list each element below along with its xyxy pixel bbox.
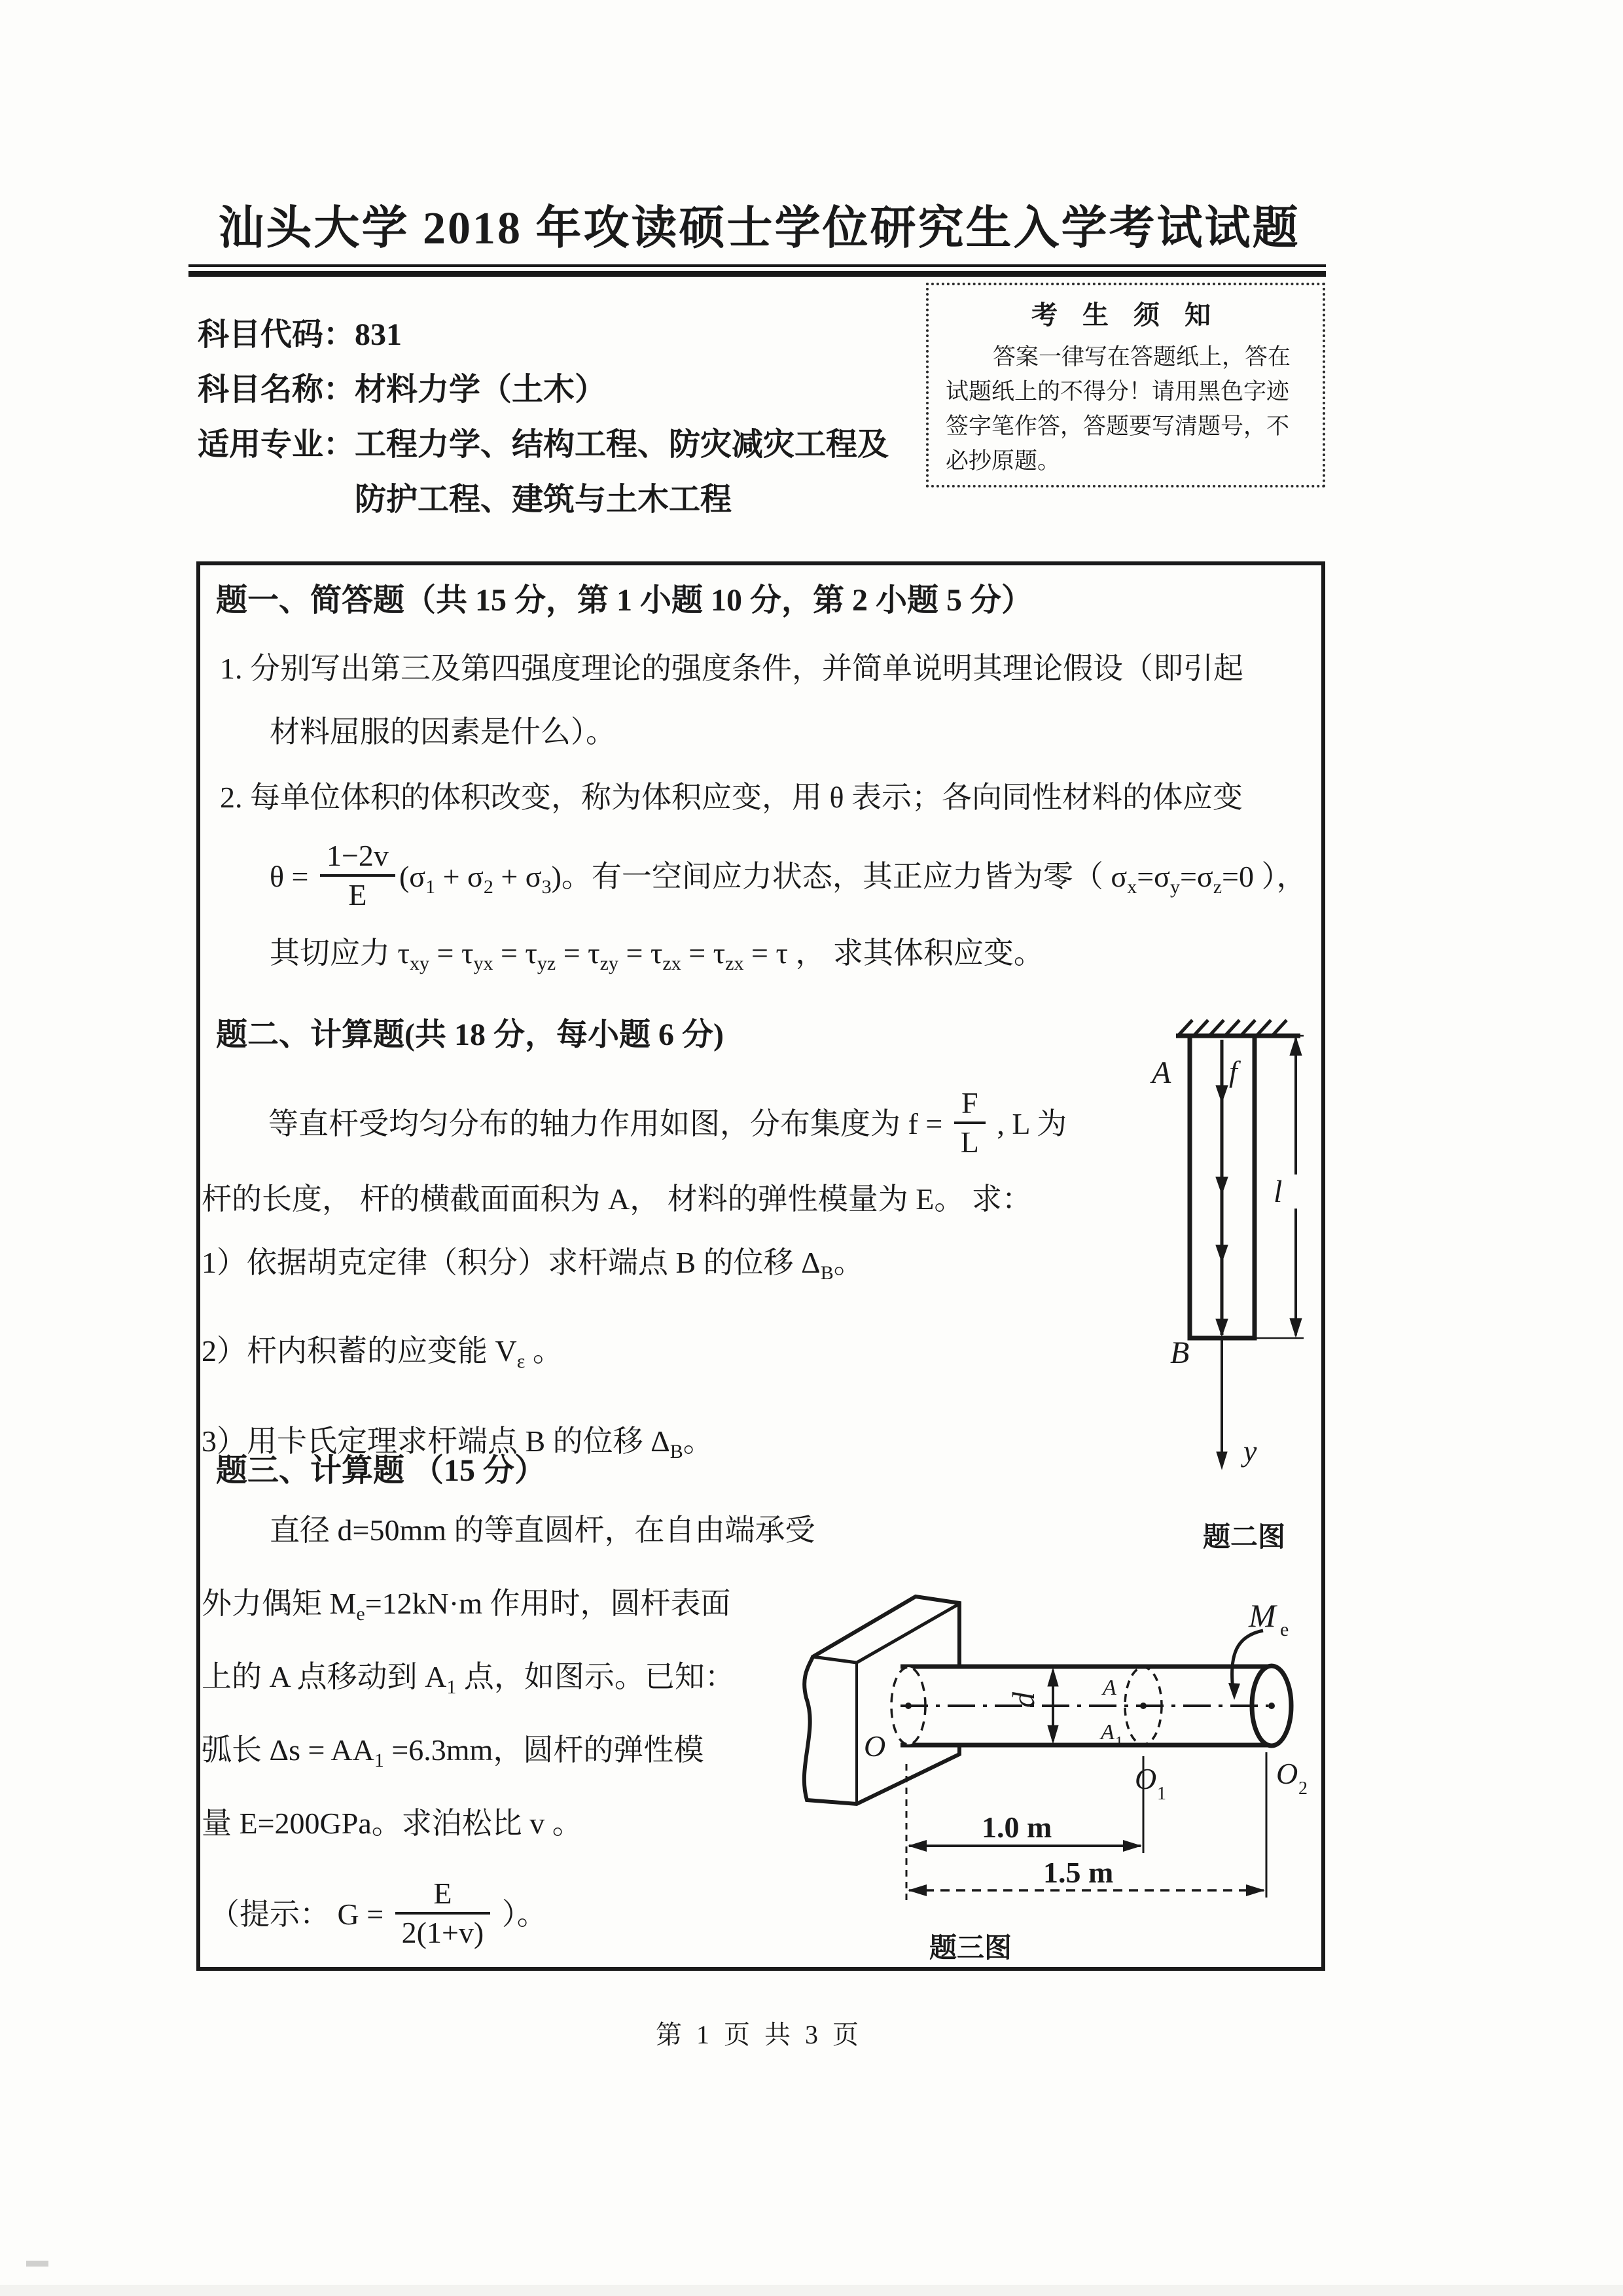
q2-fig-y-axis (1217, 1338, 1227, 1469)
notice-line-1: 答案一律写在答题纸上，答在 (993, 344, 1291, 370)
q3-line2: 外力偶矩 $M_e=12kN\cdot m$ 作用时，圆杆表面 (202, 1587, 731, 1625)
subject-name-line (198, 364, 606, 409)
q3-fig-label-O2-sub: 2 (1298, 1778, 1308, 1799)
major-value-1: 工程力学、结构工程、防灾减灾工程及 (355, 427, 889, 462)
page-title: 汕头大学 2018 年攻读硕士学位研究生入学考试试题 (218, 203, 1300, 254)
q3-fig-label-O1: O (1135, 1762, 1157, 1795)
q2-fig-load-arrows (1216, 1040, 1228, 1336)
q2-item2: 2）杆内积蓄的应变能 $V_\varepsilon$ 。 (202, 1334, 563, 1373)
q3-fig-dim2-label: 1.5 m (1043, 1856, 1114, 1889)
notice-line-3: 签字笔作答，答题要写清题号，不 (946, 414, 1290, 439)
q3-fig-label-d: d (1007, 1692, 1041, 1708)
q3-figure-shaft-diagram (779, 1570, 1342, 1937)
q3-fig-label-A: A (1103, 1676, 1116, 1700)
subject-name-value: 材料力学（土木） (355, 372, 607, 407)
page-number: 第 1 页 共 3 页 (656, 2020, 863, 2049)
q2-heading: 题二、计算题(共 18 分，每小题 6 分) (216, 1017, 724, 1052)
q2-fig-label-y: y (1243, 1434, 1257, 1468)
major-line-1 (198, 419, 889, 464)
q3-fig-label-O: O (864, 1729, 886, 1763)
q2-fig-label-f: f (1229, 1055, 1238, 1088)
q1-item1-line2: 材料屈服的因素是什么）。 (270, 715, 616, 749)
scan-noise-bottom (0, 2285, 1623, 2296)
candidate-notice-box (926, 283, 1325, 487)
q3-fig-label-M-sub: e (1280, 1619, 1289, 1640)
title-underline-thick (188, 271, 1326, 277)
subject-name-label: 科目名称： (198, 372, 355, 407)
q2-fig-label-A: A (1152, 1055, 1171, 1090)
q3-hint: （提示： G = $\frac{E}{2(1+v)}$ ）。 (209, 1877, 547, 1950)
q1-heading: 题一、简答题（共 15 分，第 1 小题 10 分，第 2 小题 5 分） (216, 583, 1033, 618)
q3-heading: 题三、计算题 （15 分） (216, 1453, 546, 1488)
subject-code-label: 科目代码： (198, 317, 355, 352)
major-label: 适用专业： (198, 427, 355, 462)
notice-line-2: 试题纸上的不得分！请用黑色字迹 (946, 379, 1290, 404)
q2-fig-label-B: B (1170, 1335, 1190, 1370)
major-line-2: 防护工程、建筑与土木工程 (355, 482, 732, 517)
q3-line3: 上的 A 点移动到 $A_1$ 点，如图示。已知： (202, 1660, 735, 1699)
q3-fig-label-A1-sub: 1 (1115, 1734, 1123, 1751)
q2-figure-bar-diagram (1145, 1017, 1335, 1551)
q2-para1: 等直杆受均匀分布的轴力作用如图，分布集度为 f = $\frac{F}{L}$ , L 为 (268, 1086, 1067, 1159)
q3-figure-caption: 题三图 (929, 1934, 1012, 1964)
subject-code-line (198, 309, 402, 354)
q2-figure-caption: 题二图 (1203, 1523, 1286, 1553)
q2-item3: 3）用卡氏定理求杆端点 B 的位移 $\Delta_B$。 (202, 1424, 713, 1463)
subject-code-value: 831 (355, 317, 402, 352)
q3-line1: 直径 d=50mm 的等直圆杆，在自由端承受 (270, 1513, 815, 1547)
q3-fig-dim1-label: 1.0 m (982, 1810, 1052, 1844)
q3-fig-label-O1-sub: 1 (1157, 1784, 1166, 1804)
q1-item2-formula: θ = $\frac{1-2v}{E}$ $(\sigma_1 + \sigma_2 + \sigma_3)$。有一空间应力状态，其正应力皆为零（ $\sigma_x=\sigma_y=\sigma_z=0$ ）， (270, 839, 1307, 912)
q3-fig-label-O2: O (1276, 1757, 1298, 1790)
q1-item2-line1: 2. 每单位体积的体积改变，称为体积应变，用 θ 表示；各向同性材料的体应变 (220, 781, 1243, 814)
title-underline-thin (188, 264, 1326, 267)
notice-body (946, 340, 1307, 478)
q1-item1-line1: 1. 分别写出第三及第四强度理论的强度条件，并简单说明其理论假设（即引起 (220, 652, 1243, 685)
q3-fig-label-A1: A (1101, 1720, 1115, 1744)
q2-item1: 1）依据胡克定律（积分）求杆端点 B 的位移 $\Delta_B$。 (202, 1246, 864, 1284)
q3-line5: 量 E=200GPa。求泊松比 v 。 (202, 1807, 582, 1840)
q1-item2-tau: 其切应力 $\tau_{xy} = \tau_{yx} = \tau_{yz} = \tau_{zy} = \tau_{zx} = \tau_{zx} = \tau$ ， 求其体积应变。 (270, 936, 1044, 975)
scan-speck (26, 2261, 48, 2267)
q3-fig-label-M: M (1249, 1597, 1276, 1634)
q3-line4: 弧长 $\Delta s = AA_1 =6.3mm$，圆杆的弹性模 (202, 1733, 704, 1772)
q2-para2: 杆的长度， 杆的横截面面积为 A， 材料的弹性模量为 E。 求： (202, 1182, 1032, 1216)
notice-line-4: 必抄原题。 (946, 448, 1061, 474)
q2-fig-support-hatching (1176, 1020, 1300, 1036)
q2-fig-label-l: l (1274, 1174, 1283, 1209)
notice-title: 考 生 须 知 (1031, 300, 1220, 330)
